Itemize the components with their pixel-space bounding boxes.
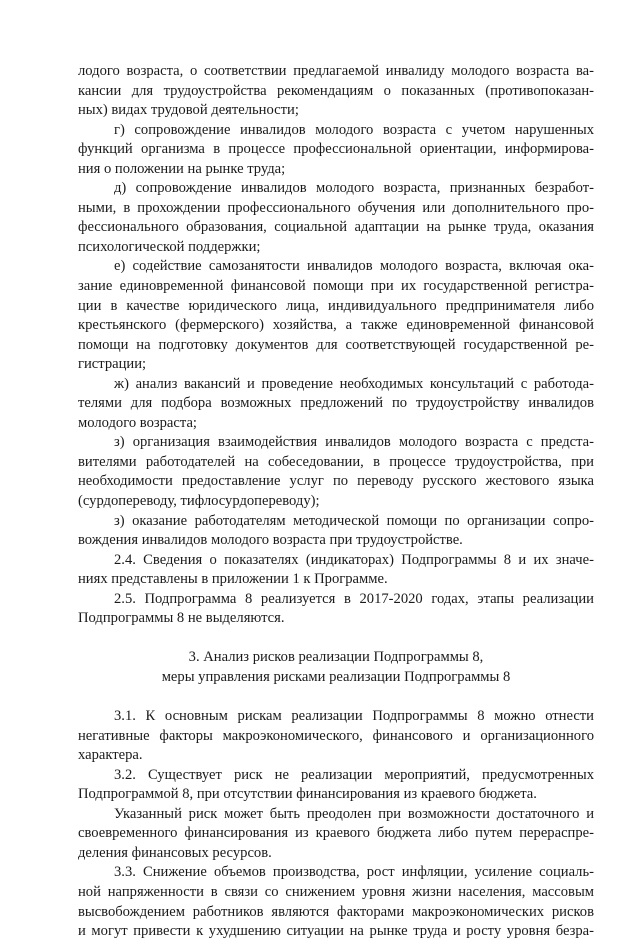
text-line: з) оказание работодателям методической помощи по организации сопро- <box>114 512 594 529</box>
text-line: кансии для трудоустройства рекомендациям о показанных (противопоказан- <box>78 82 594 99</box>
paragraph-continuation <box>78 62 594 121</box>
text-line: з) организация взаимодействия инвалидов молодого возраста с предста- <box>114 434 594 451</box>
text-line: ными, в прохождении профессионального обучения или дополнительного про- <box>78 199 594 216</box>
paragraph-3-1 <box>78 707 594 766</box>
text-line: своевременного финансирования из краевого бюджета либо путем перераспре- <box>78 825 594 842</box>
text-line: д) сопровождение инвалидов молодого возраста, признанных безработ- <box>114 180 594 197</box>
text-line: е) содействие самозанятости инвалидов молодого возраста, включая ока- <box>114 258 594 275</box>
section-heading <box>78 648 594 687</box>
text-line: деления финансовых ресурсов. <box>78 844 272 861</box>
text-line: функций организма в процессе профессиональной ориентации, информирова- <box>78 141 594 158</box>
text-line: гистрации; <box>78 356 147 373</box>
text-line: 3.1. К основным рискам реализации Подпрограммы 8 можно отнести <box>114 708 594 725</box>
text-line: ж) анализ вакансий и проведение необходимых консультаций с работода- <box>114 375 594 392</box>
paragraph-3-3 <box>78 863 594 941</box>
paragraph-item-z2 <box>78 512 594 551</box>
text-line: 3.3. Снижение объемов производства, рост инфляции, усиление социаль- <box>114 864 594 881</box>
blank-line <box>78 688 594 708</box>
paragraph-2-5 <box>78 590 594 629</box>
text-line: Указанный риск может быть преодолен при возможности достаточного и <box>114 805 594 822</box>
text-line: психологической поддержки; <box>78 238 261 255</box>
text-line: 3.2. Существует риск не реализации мероприятий, предусмотренных <box>114 766 594 783</box>
paragraph-item-d <box>78 179 594 257</box>
text-line: ной напряженности в связи со снижением уровня жизни населения, массовым <box>78 883 594 900</box>
text-line: характера. <box>78 747 143 764</box>
document-body <box>78 62 594 942</box>
text-line: 2.5. Подпрограмма 8 реализуется в 2017-2020 годах, этапы реализации <box>114 590 594 607</box>
text-line: ниях представлены в приложении 1 к Программе. <box>78 571 388 588</box>
paragraph-item-z1 <box>78 433 594 511</box>
blank-line <box>78 629 594 649</box>
text-line: молодого возраста; <box>78 414 197 431</box>
text-line: телями для подбора возможных предложений по трудоустройству инвалидов <box>78 395 594 412</box>
text-line: вождения инвалидов молодого возраста при трудоустройстве. <box>78 532 463 549</box>
text-line: г) сопровождение инвалидов молодого возраста с учетом нарушенных <box>114 121 594 138</box>
text-line: ных) видах трудовой деятельности; <box>78 102 299 119</box>
text-line: фессионального образования, социальной адаптации на рынке труда, оказания <box>78 219 594 236</box>
paragraph-item-e <box>78 257 594 374</box>
paragraph-item-zh <box>78 375 594 434</box>
section-heading-line-1: 3. Анализ рисков реализации Подпрограммы 8, <box>188 649 484 666</box>
paragraph-3-2 <box>78 766 594 805</box>
text-line: ния о положении на рынке труда; <box>78 160 286 177</box>
paragraph-item-g <box>78 121 594 180</box>
text-line: вителями работодателей на собеседовании, в процессе трудоустройства, при <box>78 453 594 470</box>
text-line: помощи на подготовку документов для соответствующей государственной ре- <box>78 336 594 353</box>
text-line: негативные факторы макроэкономического, финансового и организационного <box>78 727 594 744</box>
text-line: Подпрограммой 8, при отсутствии финансирования из краевого бюджета. <box>78 786 537 803</box>
text-line: крестьянского (фермерского) хозяйства, а также единовременной финансовой <box>78 317 594 334</box>
paragraph-2-4 <box>78 551 594 590</box>
text-line: 2.4. Сведения о показателях (индикаторах) Подпрограммы 8 и их значе- <box>114 551 594 568</box>
text-line: Подпрограммы 8 не выделяются. <box>78 610 285 627</box>
text-line: и могут привести к ухудшению ситуации на рынке труда и росту уровня безра- <box>78 923 594 940</box>
text-line: необходимости предоставление услуг по переводу русского жестового языка <box>78 473 594 490</box>
text-line: ции в качестве юридического лица, индивидуального предпринимателя либо <box>78 297 594 314</box>
paragraph-risk-mitigation <box>78 805 594 864</box>
text-line: лодого возраста, о соответствии предлагаемой инвалиду молодого возраста ва- <box>78 63 594 79</box>
section-heading-line-2: меры управления рисками реализации Подпрограммы 8 <box>161 668 511 685</box>
text-line: зание единовременной финансовой помощи при их государственной регистра- <box>78 278 594 295</box>
text-line: высвобождением работников являются факторами макроэкономических рисков <box>78 903 594 920</box>
text-line: (сурдопереводу, тифлосурдопереводу); <box>78 493 320 510</box>
